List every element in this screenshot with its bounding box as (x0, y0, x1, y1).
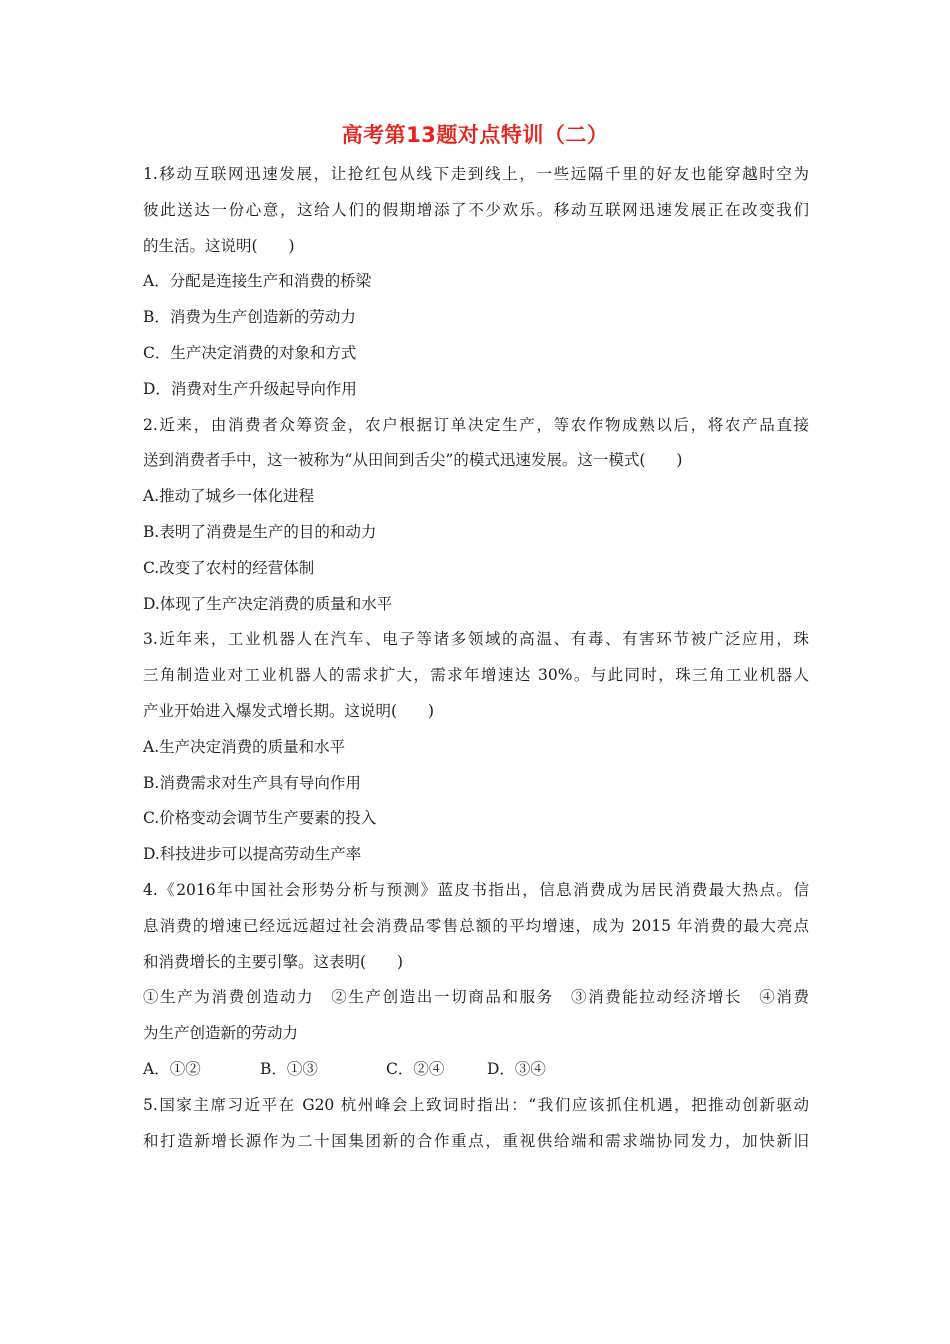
statement-list-line: ①生产为消费创造动力 ②生产创造出一切商品和服务 ③消费能拉动经济增长 ④消费 (143, 988, 809, 1007)
option-b: B.消费需求对生产具有导向作用 (143, 773, 361, 792)
question-stem-line: 3.近年来，工业机器人在汽车、电子等诸多领域的高温、有毒、有害环节被广泛应用，珠 (143, 630, 809, 649)
question-stem-line: 4.《2016年中国社会形势分析与预测》蓝皮书指出，信息消费成为居民消费最大热点。信 (143, 880, 809, 899)
option-c: C.价格变动会调节生产要素的投入 (143, 809, 377, 828)
question-1 (143, 157, 809, 408)
question-stem-line: 送到消费者手中，这一被称为“从田间到舌尖”的模式迅速发展。这一模式( ) (143, 451, 683, 470)
statement-list-line: 为生产创造新的劳动力 (143, 1024, 299, 1043)
question-stem-line: 5.国家主席习近平在 G20 杭州峰会上致词时指出：“我们应该抓住机遇，把推动创新驱动 (143, 1095, 809, 1114)
option-b: B．①③ (260, 1059, 318, 1078)
question-2 (143, 408, 809, 623)
question-stem-line: 2.近来，由消费者众筹资金，农户根据订单决定生产，等农作物成熟以后，将农产品直接 (143, 415, 809, 434)
option-c: C．②④ (386, 1059, 445, 1078)
question-stem-line: 1.移动互联网迅速发展，让抢红包从线下走到线上，一些远隔千里的好友也能穿越时空为 (143, 165, 809, 183)
option-d: D.体现了生产决定消费的质量和水平 (143, 594, 393, 613)
options-row (143, 1052, 809, 1088)
option-b: B.表明了消费是生产的目的和动力 (143, 522, 377, 541)
question-stem-line: 彼此送达一份心意，这给人们的假期增添了不少欢乐。移动互联网迅速发展正在改变我们 (143, 200, 809, 219)
question-5 (143, 1088, 809, 1160)
question-4 (143, 873, 809, 1088)
option-b: B．消费为生产创造新的劳动力 (143, 308, 356, 327)
question-list (143, 157, 809, 1159)
question-stem-line: 息消费的增速已经远远超过社会消费品零售总额的平均增速，成为 2015 年消费的最大亮点 (143, 916, 809, 935)
option-a: A.生产决定消费的质量和水平 (143, 737, 346, 756)
question-stem-line: 的生活。这说明( ) (143, 236, 295, 255)
option-d: D．消费对生产升级起导向作用 (143, 379, 357, 398)
option-c: C．生产决定消费的对象和方式 (143, 343, 357, 362)
question-stem-line: 产业开始进入爆发式增长期。这说明( ) (143, 701, 435, 720)
question-stem-line: 三角制造业对工业机器人的需求扩大，需求年增速达 30%。与此同时，珠三角工业机器人 (143, 666, 809, 685)
option-a: A.推动了城乡一体化进程 (143, 487, 315, 506)
page-title: 高考第13题对点特训（二） (341, 123, 609, 147)
option-d: D.科技进步可以提高劳动生产率 (143, 845, 362, 864)
option-c: C.改变了农村的经营体制 (143, 558, 315, 577)
question-stem-line: 和消费增长的主要引擎。这表明( ) (143, 952, 404, 971)
question-stem-line: 和打造新增长源作为二十国集团新的合作重点，重视供给端和需求端协同发力，加快新旧 (143, 1131, 809, 1150)
option-a: A．①② (143, 1059, 201, 1078)
option-a: A．分配是连接生产和消费的桥梁 (143, 272, 372, 291)
question-3 (143, 622, 809, 873)
option-d: D．③④ (487, 1059, 546, 1078)
